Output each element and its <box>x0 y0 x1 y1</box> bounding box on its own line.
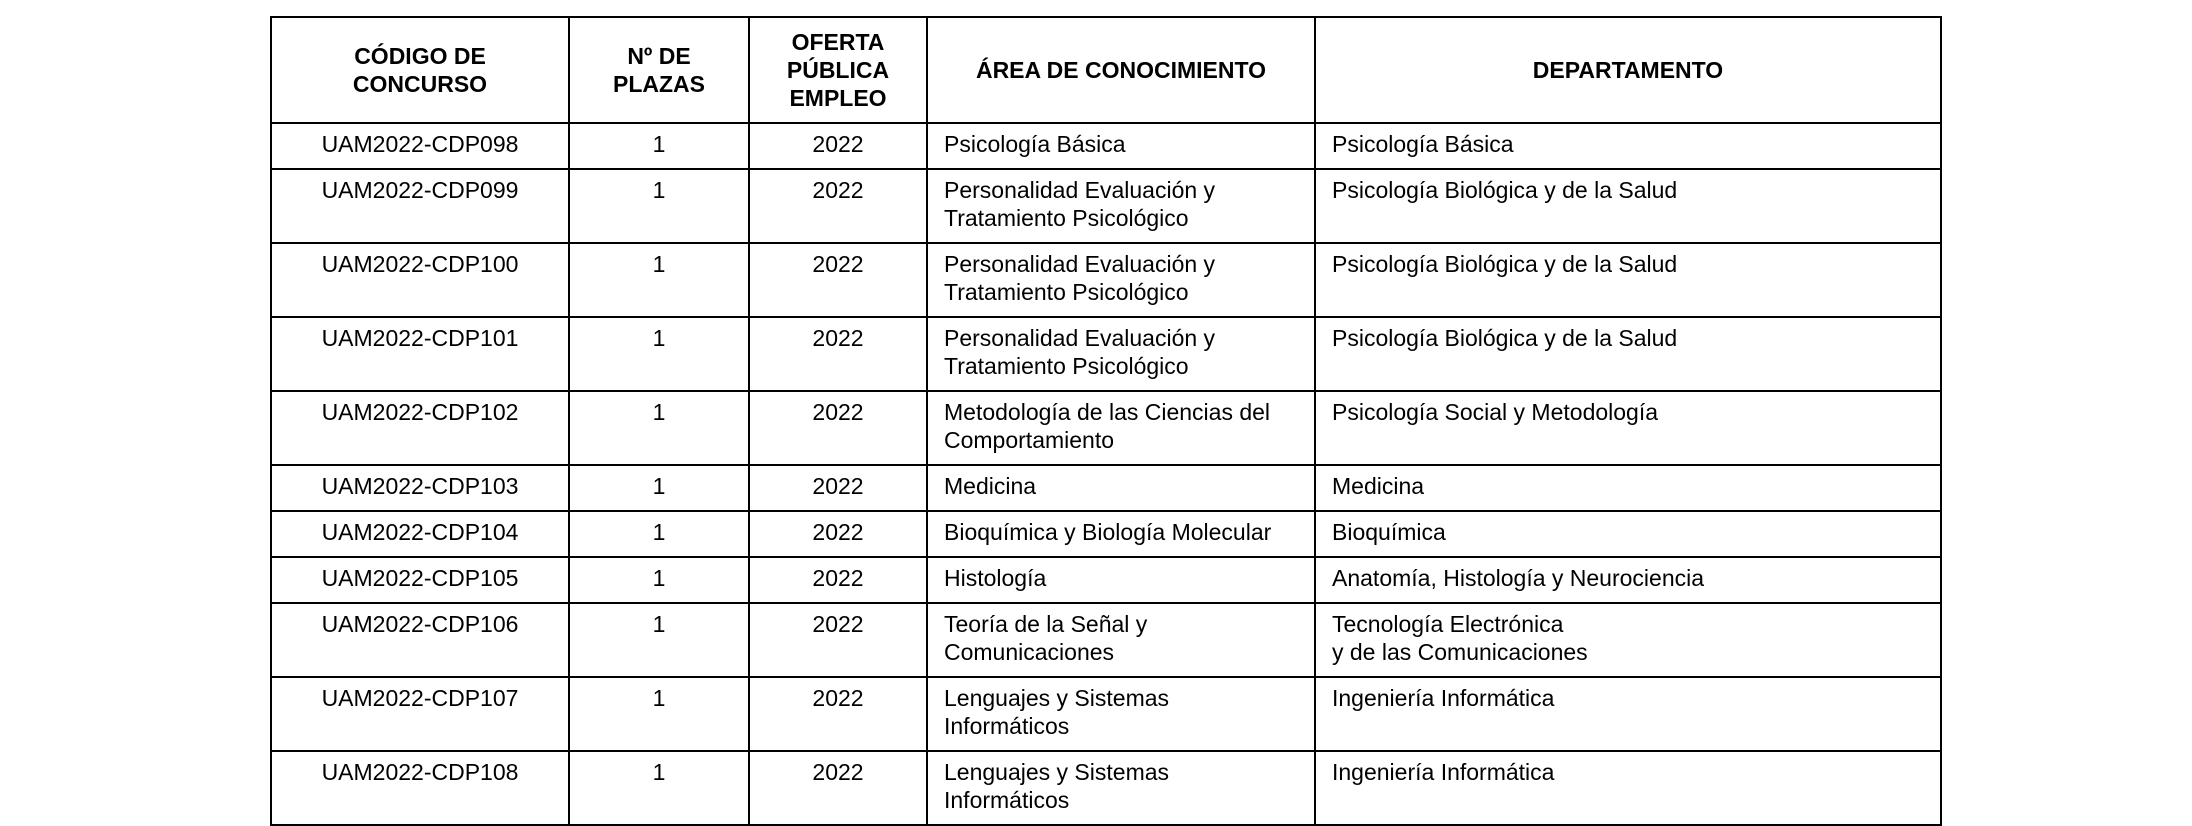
cell-plazas: 1 <box>569 391 749 465</box>
cell-departamento: Tecnología Electrónica y de las Comunicaciones <box>1315 603 1941 677</box>
cell-oferta: 2022 <box>749 243 927 317</box>
cell-codigo: UAM2022-CDP100 <box>271 243 569 317</box>
cell-oferta: 2022 <box>749 317 927 391</box>
cell-departamento: Psicología Social y Metodología <box>1315 391 1941 465</box>
table-row <box>271 123 1941 169</box>
cell-plazas: 1 <box>569 603 749 677</box>
cell-departamento: Ingeniería Informática <box>1315 751 1941 825</box>
table-header <box>271 17 1941 123</box>
cell-departamento: Psicología Básica <box>1315 123 1941 169</box>
header-row <box>271 17 1941 123</box>
cell-codigo: UAM2022-CDP107 <box>271 677 569 751</box>
table-row <box>271 603 1941 677</box>
header-departamento: DEPARTAMENTO <box>1315 17 1941 123</box>
cell-area: Bioquímica y Biología Molecular <box>927 511 1315 557</box>
cell-area: Personalidad Evaluación y Tratamiento Psicológico <box>927 317 1315 391</box>
cell-codigo: UAM2022-CDP105 <box>271 557 569 603</box>
table-row <box>271 677 1941 751</box>
cell-area: Lenguajes y Sistemas Informáticos <box>927 751 1315 825</box>
table-row <box>271 465 1941 511</box>
cell-area: Personalidad Evaluación y Tratamiento Psicológico <box>927 243 1315 317</box>
cell-codigo: UAM2022-CDP103 <box>271 465 569 511</box>
cell-codigo: UAM2022-CDP099 <box>271 169 569 243</box>
cell-codigo: UAM2022-CDP102 <box>271 391 569 465</box>
header-oferta-publica-empleo: OFERTA PÚBLICA EMPLEO <box>749 17 927 123</box>
header-numero-plazas: Nº DE PLAZAS <box>569 17 749 123</box>
cell-area: Personalidad Evaluación y Tratamiento Psicológico <box>927 169 1315 243</box>
cell-plazas: 1 <box>569 123 749 169</box>
cell-codigo: UAM2022-CDP106 <box>271 603 569 677</box>
table-row <box>271 557 1941 603</box>
cell-codigo: UAM2022-CDP098 <box>271 123 569 169</box>
cell-departamento: Psicología Biológica y de la Salud <box>1315 169 1941 243</box>
cell-oferta: 2022 <box>749 603 927 677</box>
cell-departamento: Ingeniería Informática <box>1315 677 1941 751</box>
cell-plazas: 1 <box>569 751 749 825</box>
cell-plazas: 1 <box>569 511 749 557</box>
cell-departamento: Bioquímica <box>1315 511 1941 557</box>
cell-plazas: 1 <box>569 677 749 751</box>
cell-area: Psicología Básica <box>927 123 1315 169</box>
cell-area: Medicina <box>927 465 1315 511</box>
cell-plazas: 1 <box>569 557 749 603</box>
table-row <box>271 511 1941 557</box>
cell-area: Metodología de las Ciencias del Comportamiento <box>927 391 1315 465</box>
cell-codigo: UAM2022-CDP104 <box>271 511 569 557</box>
cell-oferta: 2022 <box>749 465 927 511</box>
cell-oferta: 2022 <box>749 123 927 169</box>
cell-area: Teoría de la Señal y Comunicaciones <box>927 603 1315 677</box>
cell-departamento: Medicina <box>1315 465 1941 511</box>
cell-codigo: UAM2022-CDP108 <box>271 751 569 825</box>
header-area-conocimiento: ÁREA DE CONOCIMIENTO <box>927 17 1315 123</box>
table-row <box>271 317 1941 391</box>
cell-area: Histología <box>927 557 1315 603</box>
table-row <box>271 751 1941 825</box>
cell-oferta: 2022 <box>749 557 927 603</box>
table-row <box>271 391 1941 465</box>
cell-oferta: 2022 <box>749 391 927 465</box>
table-row <box>271 243 1941 317</box>
table-body <box>271 123 1941 825</box>
cell-plazas: 1 <box>569 465 749 511</box>
cell-departamento: Psicología Biológica y de la Salud <box>1315 317 1941 391</box>
cell-oferta: 2022 <box>749 751 927 825</box>
cell-oferta: 2022 <box>749 677 927 751</box>
table-row <box>271 169 1941 243</box>
cell-plazas: 1 <box>569 243 749 317</box>
cell-plazas: 1 <box>569 317 749 391</box>
cell-oferta: 2022 <box>749 169 927 243</box>
cell-departamento: Anatomía, Histología y Neurociencia <box>1315 557 1941 603</box>
cell-codigo: UAM2022-CDP101 <box>271 317 569 391</box>
cell-plazas: 1 <box>569 169 749 243</box>
cell-area: Lenguajes y Sistemas Informáticos <box>927 677 1315 751</box>
header-codigo-concurso: CÓDIGO DE CONCURSO <box>271 17 569 123</box>
cell-oferta: 2022 <box>749 511 927 557</box>
plazas-table <box>270 16 1942 826</box>
cell-departamento: Psicología Biológica y de la Salud <box>1315 243 1941 317</box>
